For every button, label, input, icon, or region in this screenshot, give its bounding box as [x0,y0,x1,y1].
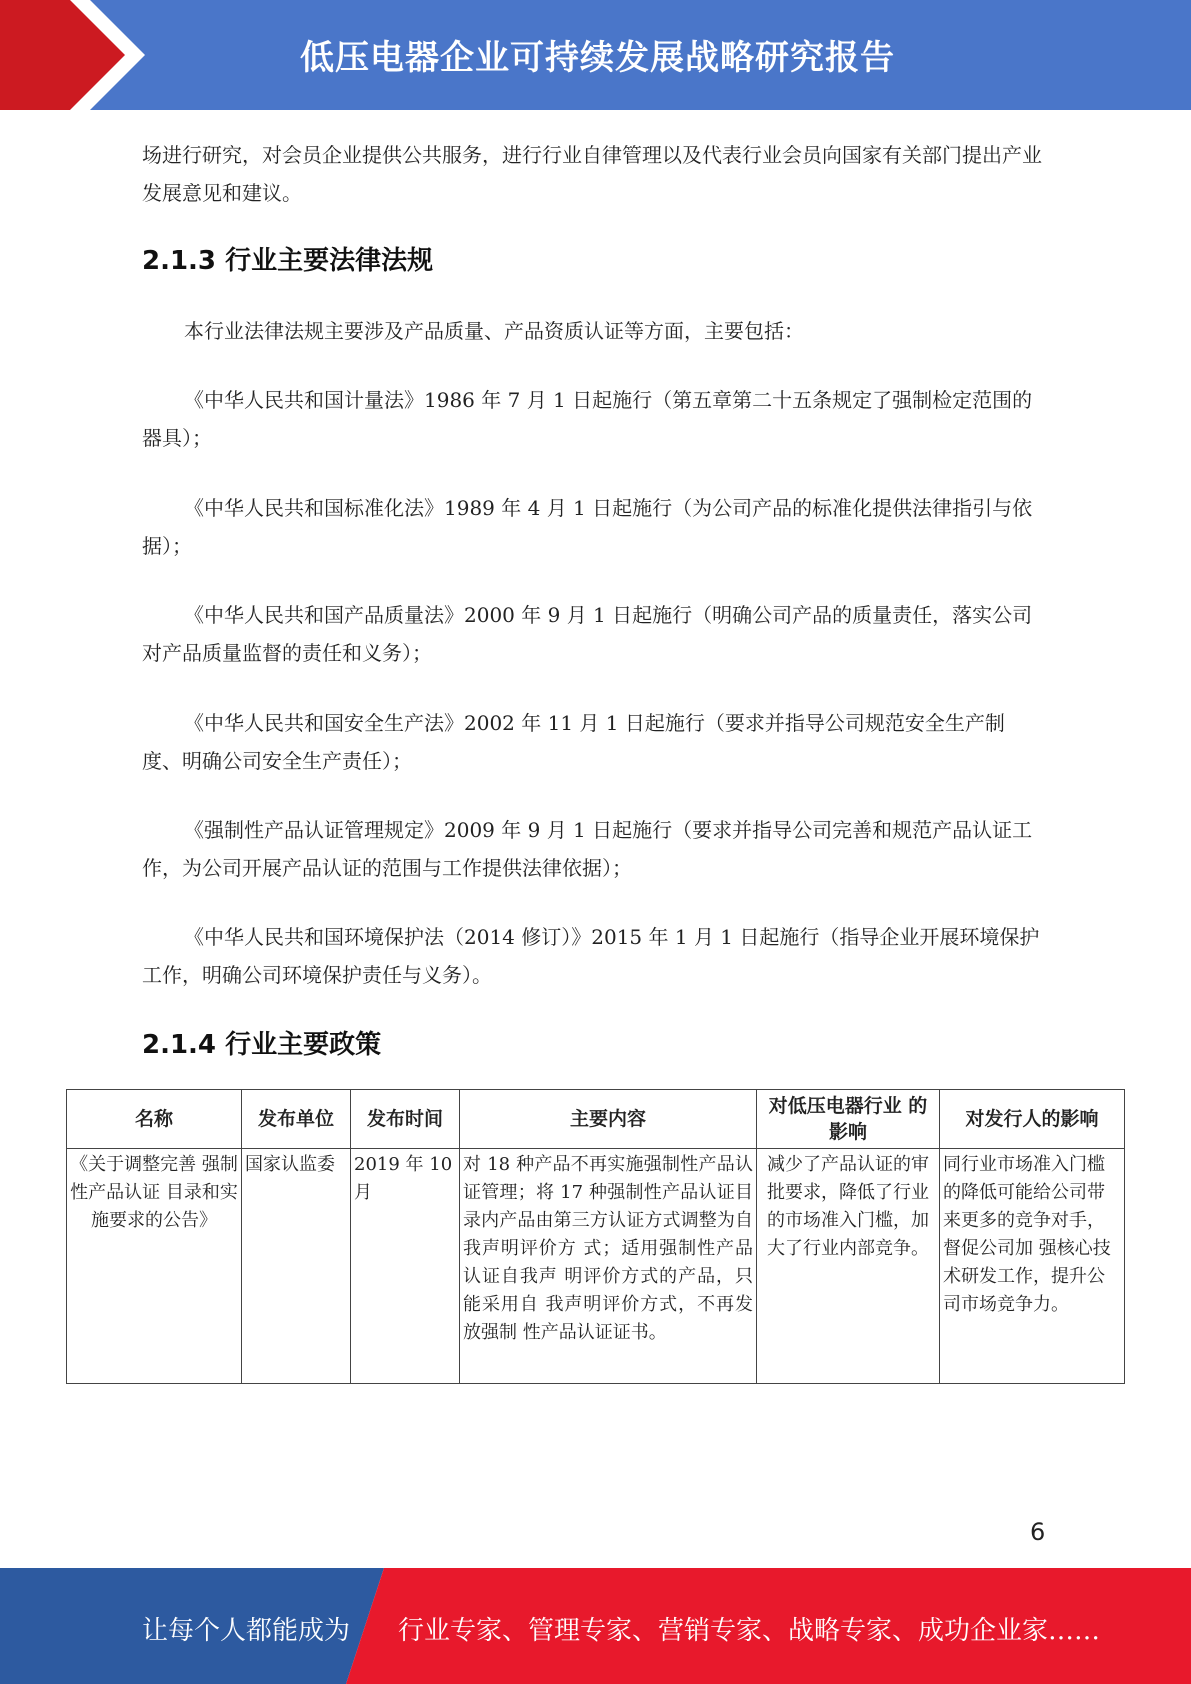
law-item [142,918,1042,994]
footer-slogan-right: 行业专家、管理专家、营销专家、战略专家、成功企业家…… [398,1616,1101,1646]
report-title: 低压电器企业可持续发展战略研究报告 [300,38,895,78]
column-header-issuer: 发布单位 [242,1090,351,1149]
page-number: 6 [1030,1518,1046,1546]
column-header-industry-impact: 对低压电器行业 的影响 [757,1090,940,1149]
column-header-content: 主要内容 [460,1090,757,1149]
table-row [67,1149,1125,1384]
law-item [142,489,1042,565]
cell-issuer-impact: 同行业市场准入门槛的降低可能给公司带来更多的竞争对手，督促公司加 强核心技术研发工作，提升公司市场竞争力。 [940,1149,1125,1384]
law-item-text: 《中华人民共和国产品质量法》2000 年 9 月 1 日起施行（明确公司产品的质量责任，落实公司对产品质量监督的责任和义务）； [142,603,1033,665]
column-header-name: 名称 [67,1090,242,1149]
law-item-text: 《中华人民共和国计量法》1986 年 7 月 1 日起施行（第五章第二十五条规定了强制检定范围的器具）； [142,388,1033,450]
table-header-row [67,1090,1125,1149]
cell-policy-name: 《关于调整完善 强制性产品认证 目录和实施要求的公告》 [67,1149,242,1384]
law-item-text: 《中华人民共和国标准化法》1989 年 4 月 1 日起施行（为公司产品的标准化提供法律指引与依据）； [142,496,1033,558]
law-item [142,704,1042,780]
section-heading-2-1-3: 2.1.3 行业主要法律法规 [142,246,434,276]
cell-issuer: 国家认监委 [242,1149,351,1384]
laws-lead-text: 本行业法律法规主要涉及产品质量、产品资质认证等方面，主要包括： [184,319,804,343]
law-item [142,811,1042,887]
law-item [142,381,1042,457]
footer-slogan-left: 让每个人都能成为 [142,1616,351,1646]
cell-industry-impact: 减少了产品认证的审批要求，降低了行业的市场准入门槛，加大了行业内部竞争。 [757,1149,940,1384]
law-item [142,596,1042,672]
section-heading-2-1-4: 2.1.4 行业主要政策 [142,1030,382,1060]
intro-paragraph: 场进行研究，对会员企业提供公共服务，进行行业自律管理以及代表行业会员向国家有关部门提出产业发展意见和建议。 [142,143,1042,205]
cell-content: 对 18 种产品不再实施强制性产品认证管理；将 17 种强制性产品认证目录内产品由第三方认证方式调整为自我声明评价方 式；适用强制性产品认证自我声 明评价方式的产品，只能采用自 我声明评价方式，不再发放强制 性产品认证证书。 [460,1149,757,1384]
laws-lead-paragraph [142,312,1042,350]
law-item-text: 《强制性产品认证管理规定》2009 年 9 月 1 日起施行（要求并指导公司完善和规范产品认证工作，为公司开展产品认证的范围与工作提供法律依据）； [142,818,1033,880]
law-item-text: 《中华人民共和国安全生产法》2002 年 11 月 1 日起施行（要求并指导公司规范安全生产制度、明确公司安全生产责任）； [142,711,1005,773]
law-item-text: 《中华人民共和国环境保护法（2014 修订）》2015 年 1 月 1 日起施行（指导企业开展环境保护工作，明确公司环境保护责任与义务）。 [142,925,1040,987]
column-header-date: 发布时间 [351,1090,460,1149]
page-header [0,0,1191,110]
cell-date: 2019 年 10 月 [351,1149,460,1384]
column-header-issuer-impact: 对发行人的影响 [940,1090,1125,1149]
policy-table [66,1089,1125,1384]
header-chevron-decoration [0,0,160,110]
